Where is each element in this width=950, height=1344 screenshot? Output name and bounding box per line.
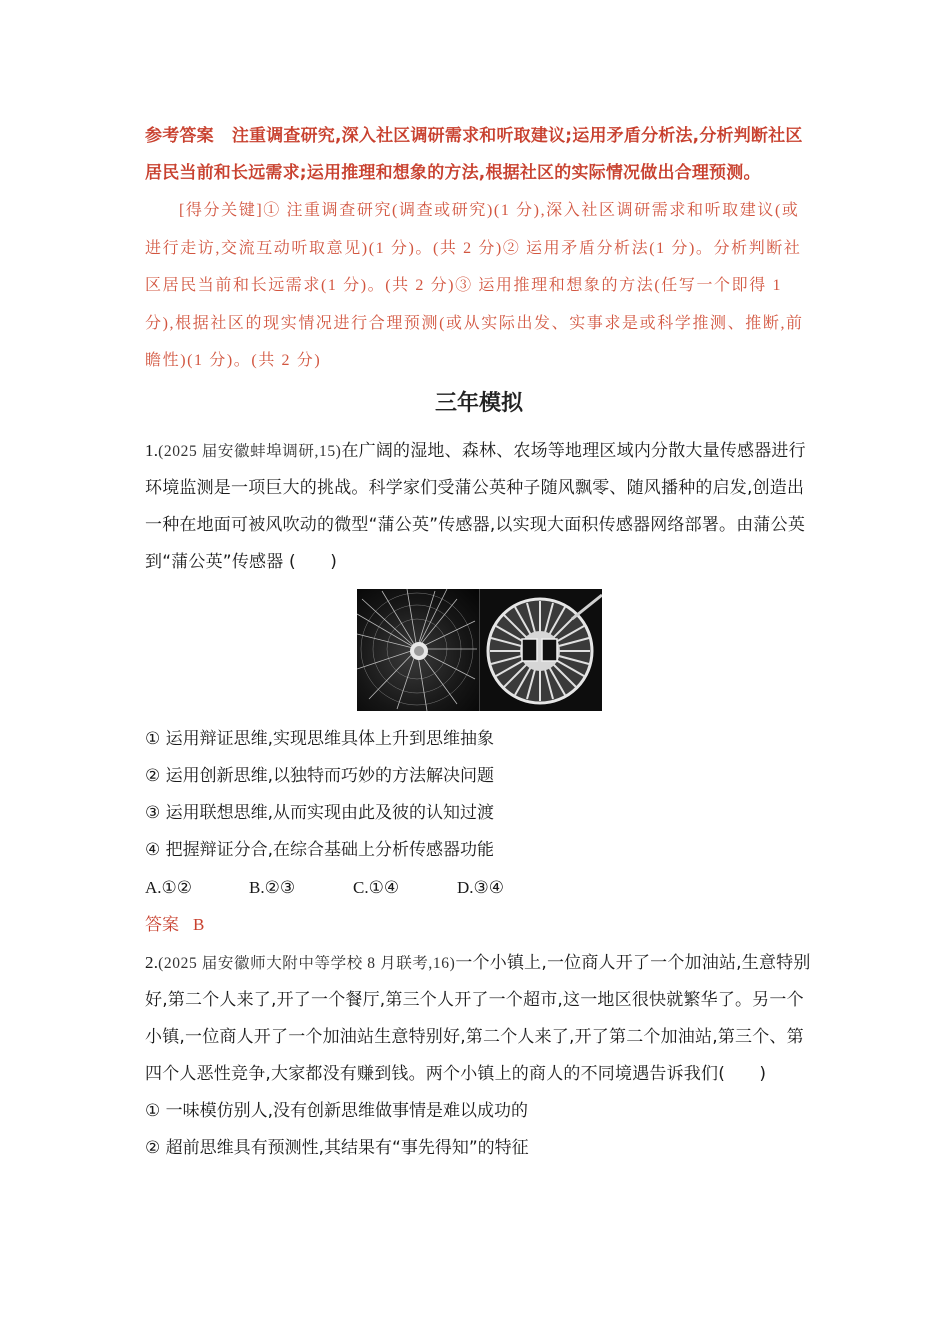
dandelion-sensor-figure [357,589,602,711]
scoring-key-points: [得分关键]① 注重调查研究(调查或研究)(1 分),深入社区调研需求和听取建议(或进行走访,交流互动听取意见)(1 分)。(共 2 分)② 运用矛盾分析法(1 分)。分析判断社区居民当前和长远需求(1 分)。(共 2 分)③ 运用推理和想象的方法(任写一个即得 1 分),根据社区的现实情况进行合理预测(或从实际出发、实事求是或科学推测、推断,前瞻性)(1 分)。(共 2 分) [145,202,804,369]
question-1-statement-1: ① 运用辩证思维,实现思维具体上升到思维抽象 [145,728,495,749]
page-content [145,118,813,1167]
dandelion-photo [357,589,479,711]
reference-answer-text: 注重调查研究,深入社区调研需求和听取建议;运用矛盾分析法,分析判断社区居民当前和长远需求;运用推理和想象的方法,根据社区的实际情况做出合理预测。 [145,126,803,183]
question-1-number: 1. [145,440,159,460]
question-1-answer [145,906,813,944]
question-1-statement-3: ③ 运用联想思维,从而实现由此及彼的认知过渡 [145,802,495,823]
option-d[interactable]: D.③④ [457,877,505,897]
option-c[interactable]: C.①④ [353,877,400,897]
question-1-options [145,869,813,906]
reference-answer-label: 参考答案 [145,126,214,146]
question-2-number: 2. [145,952,159,972]
question-1-statement-2: ② 运用创新思维,以独特而巧妙的方法解决问题 [145,765,495,786]
dandelion-seed-head-image [357,589,479,711]
question-1-stem [145,432,813,581]
question-2-statement-2: ② 超前思维具有预测性,其结果有“事先得知”的特征 [145,1137,529,1158]
sensor-photo [479,589,602,711]
question-1-source: (2025 届安徽蚌埠调研,15) [158,442,342,460]
question-1-text: 在广阔的湿地、森林、农场等地理区域内分散大量传感器进行环境监测是一项巨大的挑战。科学家们受蒲公英种子随风飘零、随风播种的启发,创造出一种在地面可被风吹动的微型“蒲公英”传感器,以实现大面积传感器网络部署。由蒲公英到“蒲公英”传感器 ( ) [145,440,806,572]
question-2-stem [145,944,813,1093]
option-b[interactable]: B.②③ [249,877,296,897]
micro-sensor-image [480,589,602,711]
question-2-statement-1: ① 一味模仿别人,没有创新思维做事情是难以成功的 [145,1100,529,1121]
option-a[interactable]: A.①② [145,877,193,897]
question-1-answer-label: 答案 [145,914,179,935]
question-1-statement-4: ④ 把握辩证分合,在综合基础上分析传感器功能 [145,839,495,860]
question-2-text: 一个小镇上,一位商人开了一个加油站,生意特别好,第二个人来了,开了一个餐厅,第三个人开了一个超市,这一地区很快就繁华了。另一个小镇,一位商人开了一个加油站生意特别好,第二个人来了,开了第二个加油站,第三个、第四个人恶性竞争,大家都没有赚到钱。两个小镇上的商人的不同境遇告诉我们( ) [145,952,811,1084]
reference-answer [145,118,813,192]
question-1-answer-value: B [193,914,205,934]
question-2-source: (2025 届安徽师大附中等学校 8 月联考,16) [158,954,456,972]
section-title: 三年模拟 [434,390,523,416]
